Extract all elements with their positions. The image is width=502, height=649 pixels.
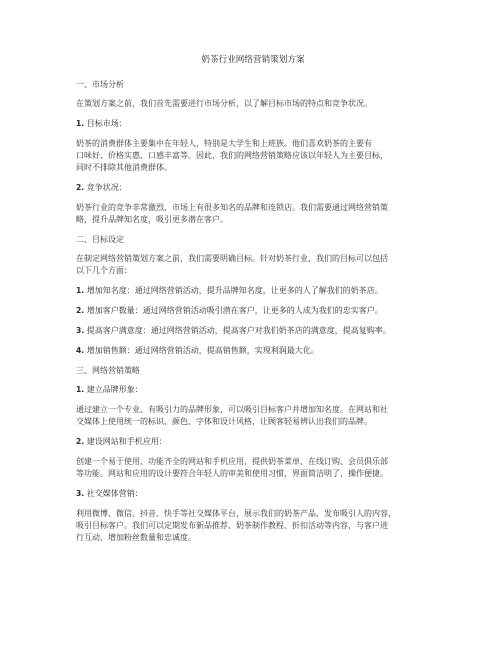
page-title: 奶茶行业网络营销策划方案 xyxy=(201,55,305,65)
website-app-paragraph xyxy=(76,456,430,480)
market-analysis-intro: 在策划方案之前，我们首先需要进行市场分析，以了解目标市场的特点和竞争状况。 xyxy=(76,99,372,108)
paragraph-line: 口味好、价格实惠、口感丰富等。因此，我们的网络营销策略应该以年轻人为主要目标， xyxy=(76,151,388,160)
paragraph-line: 通过建立一个专业、有吸引力的品牌形象，可以吸引目标客户并增加知名度。在网站和社 xyxy=(76,405,388,414)
subheading-website-app xyxy=(76,436,430,448)
goal-text: 增加销售额：通过网络营销活动，提高销售额，实现利润最大化。 xyxy=(86,346,319,355)
section-heading-market-analysis: 一、市场分析 xyxy=(76,80,124,89)
goal-text: 提高客户满意度：通过网络营销活动，提高客户对我们奶茶店的满意度，提高复购率。 xyxy=(86,326,391,335)
goal-number: 3. xyxy=(76,326,85,335)
paragraph-line: 同时不排除其他消费群体。 xyxy=(76,163,172,172)
paragraph-line: 奶茶的消费群体主要集中在年轻人，特别是大学生和上班族。他们喜欢奶茶的主要有 xyxy=(76,139,372,148)
subheading-label: 社交媒体营销： xyxy=(86,489,143,498)
subheading-number: 2. xyxy=(76,437,85,446)
subheading-number: 1. xyxy=(76,385,85,394)
paragraph-line: 吸引目标客户。我们可以定期发布新品推荐、奶茶制作教程、折扣活动等内容，与客户进 xyxy=(76,521,388,530)
subheading-social-media xyxy=(76,488,430,500)
target-market-paragraph xyxy=(76,138,430,174)
goal-number: 1. xyxy=(76,286,85,295)
paragraph-line: 以下几个方面： xyxy=(76,266,132,275)
goal-item xyxy=(76,325,430,337)
subheading-competition xyxy=(76,182,430,194)
competition-paragraph xyxy=(76,202,430,226)
subheading-number: 2. xyxy=(76,183,85,192)
subheading-target-market xyxy=(76,118,430,130)
subheading-label: 建立品牌形象： xyxy=(86,385,143,394)
paragraph-line: 在制定网络营销策划方案之前，我们需要明确目标。针对奶茶行业，我们的目标可以包括 xyxy=(76,254,388,263)
brand-image-paragraph xyxy=(76,404,430,428)
paragraph-line: 等功能。网站和应用的设计要符合年轻人的审美和使用习惯，界面简洁明了，操作便捷。 xyxy=(76,469,388,478)
social-media-paragraph xyxy=(76,508,430,544)
goal-text: 增加知名度：通过网络营销活动，提升品牌知名度，让更多的人了解我们的奶茶店。 xyxy=(86,286,383,295)
subheading-number: 1. xyxy=(76,119,85,128)
paragraph-line: 利用微博、微信、抖音、快手等社交媒体平台，展示我们的奶茶产品，发布吸引人的内容， xyxy=(76,509,396,518)
paragraph-line: 创建一个易于使用、功能齐全的网站和手机应用，提供奶茶菜单、在线订购、会员俱乐部 xyxy=(76,457,388,466)
goal-item xyxy=(76,345,430,357)
goal-setting-intro xyxy=(76,253,430,277)
paragraph-line: 行互动，增加粉丝数量和忠诚度。 xyxy=(76,533,196,542)
goal-text: 增加客户数量：通过网络营销活动吸引潜在客户，让更多的人成为我们的忠实客户。 xyxy=(86,306,383,315)
goal-item xyxy=(76,305,430,317)
paragraph-line: 略，提升品牌知名度，吸引更多潜在客户。 xyxy=(76,215,228,224)
goal-item xyxy=(76,285,430,297)
goal-number: 4. xyxy=(76,346,85,355)
paragraph-line: 交媒体上使用统一的标识、颜色、字体和设计风格，让顾客轻易辨认出我们的品牌。 xyxy=(76,417,372,426)
section-heading-goal-setting: 二、目标设定 xyxy=(76,235,124,244)
subheading-label: 目标市场： xyxy=(86,119,127,128)
paragraph-line: 奶茶行业的竞争非常激烈，市场上有很多知名的品牌和连锁店。我们需要通过网络营销策 xyxy=(76,203,388,212)
goal-number: 2. xyxy=(76,306,85,315)
subheading-label: 建设网站和手机应用： xyxy=(86,437,167,446)
subheading-label: 竞争状况： xyxy=(86,183,127,192)
subheading-brand-image xyxy=(76,384,430,396)
subheading-number: 3. xyxy=(76,489,85,498)
section-heading-marketing-strategy: 三、网络营销策略 xyxy=(76,366,140,375)
